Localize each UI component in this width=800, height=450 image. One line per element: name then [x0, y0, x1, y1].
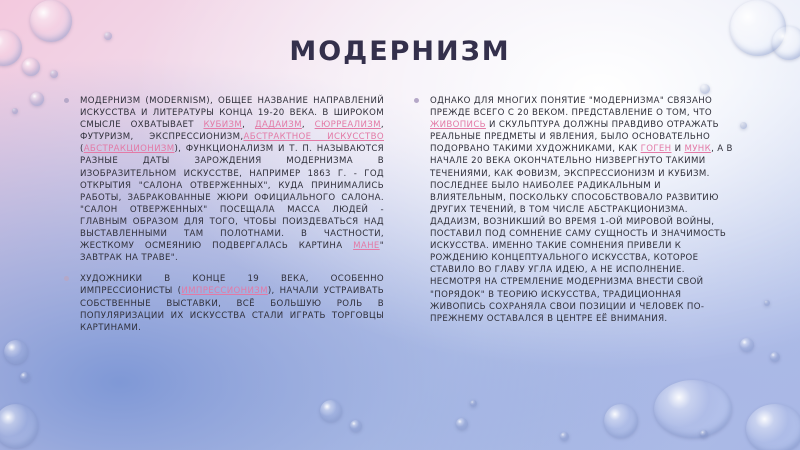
body-text: , А В НАЧАЛЕ 20 ВЕКА ОКОНЧАТЕЛЬНО НИЗВЕРГНУТО ТАКИМИ ТЕЧЕНИЯМИ, КАК ФОВИЗМ, ЭКСПРЕССИОНИЗМ И КУБИЗМ. ПОСЛЕДНЕЕ БЫЛО НАИБОЛЕЕ РАДИКАЛЬНЫМ И ВЛИЯТЕЛЬНЫМ, ПОСКОЛЬКУ СПОСОБСТВОВАЛО РАЗВИТИЮ ДРУГИХ ТЕЧЕНИЙ, В ТОМ ЧИСЛЕ АБСТРАКЦИОНИЗМА. ДАДАИЗМ, ВОЗНИКШИЙ ВО ВРЕМЯ 1-ОЙ МИРОВОЙ ВОЙНЫ, ПОСТАВИЛ ПОД СОМНЕНИЕ САМУ СУЩНОСТЬ И ЗНАЧИМОСТЬ ИСКУССТВА. ИМЕННО ТАКИЕ СОМНЕНИЯ ПРИВЕЛИ К РОЖДЕНИЮ КОНЦЕПТУАЛЬНОГО ИСКУССТВА, КОТОРОЕ СТАВИЛО ВО ГЛАВУ УГЛА ИДЕЮ, А НЕ ИСПОЛНЕНИЕ. НЕСМОТРЯ НА СТРЕМЛЕНИЕ МОДЕРНИЗМА ВНЕСТИ СВОЙ "ПОРЯДОК" В ТЕОРИЮ ИСКУССТВА, ТРАДИЦИОННАЯ ЖИВОПИСЬ СОХРАНЯЛА СВОИ ПОЗИЦИИ И ЧЕЛОВЕК ПО-ПРЕЖНЕМУ ОСТАВАЛСЯ В ЦЕНТРЕ ЕЁ ВНИМАНИЯ. [430, 144, 733, 324]
body-text: И [671, 144, 685, 155]
water-droplet [50, 70, 58, 78]
article-link[interactable]: ДАДАИЗМ [254, 120, 302, 131]
water-droplet [20, 372, 30, 382]
article-link[interactable]: КУБИЗМ [203, 120, 243, 131]
article-link[interactable]: ЖИВОПИСЬ [430, 120, 486, 131]
article-link[interactable]: АБСТРАКЦИОНИЗМ [83, 144, 175, 155]
water-droplet [700, 430, 708, 438]
water-droplet [604, 404, 638, 438]
body-text: ХУДОЖНИКИ В КОНЦЕ 19 ВЕКА, ОСОБЕННО ИМПРЕССИОНИСТЫ ( [80, 274, 384, 297]
water-droplet [350, 420, 362, 432]
water-droplet [470, 400, 477, 407]
water-droplet [700, 84, 710, 94]
bullet-marker [414, 98, 419, 103]
water-droplet [12, 108, 18, 114]
body-text: ( [80, 144, 84, 155]
bullet-marker [64, 276, 69, 281]
article-link[interactable]: ИМПРЕССИОНИЗМ [181, 286, 268, 297]
water-droplet [746, 404, 800, 450]
water-droplet [4, 340, 28, 364]
water-droplet [764, 300, 770, 306]
water-droplet [320, 400, 342, 422]
article-link[interactable]: МАНЕ [353, 241, 380, 252]
left-paragraph [64, 95, 384, 264]
water-droplet [740, 338, 754, 352]
body-text: " ЗАВТРАК НА ТРАВЕ". [80, 241, 384, 264]
body-text: , ФУТУРИЗМ, ЭКСПРЕССИОНИЗМ, [80, 120, 384, 143]
body-text: , [242, 120, 255, 131]
article-link[interactable]: АБСТРАКТНОЕ ИСКУССТВО [243, 132, 384, 143]
body-text: ), НАЧАЛИ УСТРАИВАТЬ СОБСТВЕННЫЕ ВЫСТАВКИ, ВСЁ БОЛЬШУЮ РОЛЬ В ПОПУЛЯРИЗАЦИИ ИХ ИСКУССТВА СТАЛИ ИГРАТЬ ТОРГОВЦЫ КАРТИНАМИ. [80, 286, 384, 333]
left-column [64, 95, 384, 343]
right-column [414, 95, 734, 334]
article-link[interactable]: МУНК [684, 144, 712, 155]
article-link[interactable]: ГОГЕН [640, 144, 672, 155]
water-droplet [770, 352, 780, 362]
right-paragraph [414, 95, 734, 325]
left-paragraph [64, 273, 384, 333]
water-droplet [0, 404, 38, 448]
body-text: И СКУЛЬПТУРА ДОЛЖНЫ ПРАВДИВО ОТРАЖАТЬ РЕАЛЬНЫЕ ПРЕДМЕТЫ И ЯВЛЕНИЯ, БЫЛО ОСНОВАТЕЛЬНО ПОДОРВАНО ТАКИМИ ХУДОЖНИКАМИ, КАК [430, 120, 719, 155]
body-text: МОДЕРНИЗМ (MODERNISM), ОБЩЕЕ НАЗВАНИЕ НАПРАВЛЕНИЙ ИСКУССТВА И ЛИТЕРАТУРЫ КОНЦА 19-20 ВЕКА. В ШИРОКОМ СМЫСЛЕ ОХВАТЫВАЕТ [80, 96, 384, 131]
bullet-marker [64, 98, 69, 103]
water-droplet [740, 122, 747, 129]
water-droplet [654, 380, 732, 438]
water-droplet [30, 92, 44, 106]
water-droplet [560, 432, 569, 441]
body-text: ), ФУНКЦИОНАЛИЗМ И Т. П. НАЗЫВАЮТСЯ РАЗНЫЕ ДАТЫ ЗАРОЖДЕНИЯ МОДЕРНИЗМА В ИЗОБРАЗИТЕЛЬНОМ ИСКУССТВЕ, НАПРИМЕР 1863 Г. - ГОД ОТКРЫТИЯ "САЛОНА ОТВЕРЖЕННЫХ", КУДА ПРИНИМАЛИСЬ РАБОТЫ, ЗАБРАКОВАННЫЕ ЖЮРИ ОФИЦИАЛЬНОГО САЛОНА. "САЛОН ОТВЕРЖЕННЫХ" ПОСЕЩАЛА МАССА ЛЮДЕЙ - ГЛАВНЫМ ОБРАЗОМ ДЛЯ ТОГО, ЧТОБЫ ПОИЗДЕВАТЬСЯ НАД ВЫСТАВЛЕННЫМИ ТАМ ПОЛОТНАМИ. В ЧАСТНОСТИ, ЖЕСТКОМУ ОСМЕЯНИЮ ПОДВЕРГАЛАСЬ КАРТИНА [80, 144, 384, 252]
body-text: ОДНАКО ДЛЯ МНОГИХ ПОНЯТИЕ "МОДЕРНИЗМА" СВЯЗАНО ПРЕЖДЕ ВСЕГО С 20 ВЕКОМ. ПРЕДСТАВЛЕНИЕ О ТОМ, ЧТО [430, 96, 713, 119]
body-text: , [301, 120, 315, 131]
article-link[interactable]: СЮРРЕАЛИЗМ [314, 120, 381, 131]
water-droplet [456, 418, 468, 430]
slide-title: МОДЕРНИЗМ [289, 36, 511, 67]
